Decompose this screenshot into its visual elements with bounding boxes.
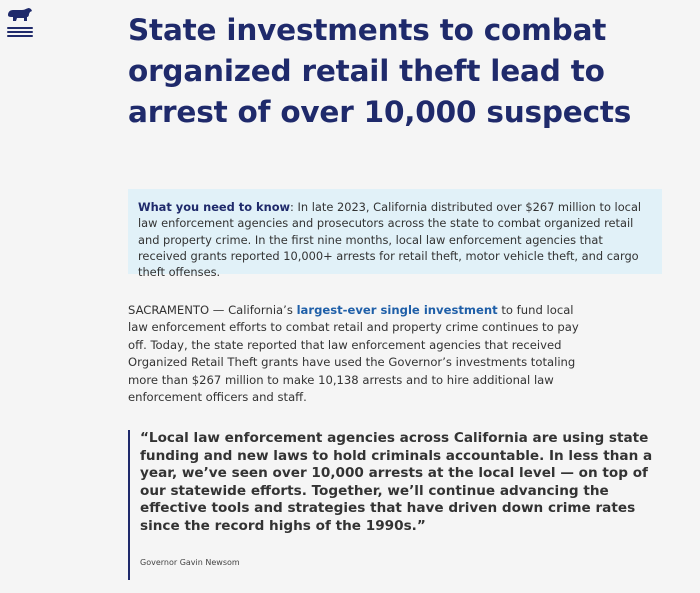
article-paragraph	[128, 302, 580, 406]
largest-investment-link[interactable]: largest-ever single investment	[296, 303, 498, 317]
callout-text: : In late 2023, California distributed over $267 million to local law enforcement agencies and prosecutors across the state to combat organized retail and property crime. In the first nine months, local law enforcement agencies that received grants reported 10,000+ arrests for retail theft, motor vehicle theft, and cargo theft offenses.	[138, 200, 642, 280]
menu-bars	[7, 25, 33, 37]
paragraph-rest: to fund local law enforcement efforts to combat retail and property crime continues to pay off. Today, the state reported that law enforcement agencies that received Organized Retail Theft grants have used the Governor’s investments totaling more than $267 million to make 10,138 arrests and to hire additional law enforcement officers and staff.	[128, 303, 579, 405]
paragraph-intro: SACRAMENTO — California’s	[128, 303, 297, 317]
quote-author: Governor Gavin Newsom	[140, 558, 240, 567]
california-bear-icon	[6, 5, 34, 23]
article-title: State investments to combat organized retail theft lead to arrest of over 10,000 suspects	[128, 13, 632, 129]
california-logo-button[interactable]	[4, 5, 36, 37]
what-you-need-to-know-callout	[128, 189, 662, 280]
governor-quote	[128, 430, 668, 580]
callout-label: What you need to know	[138, 200, 291, 214]
quote-text: “Local law enforcement agencies across California are using state funding and new laws to hold criminals accountable. In less than a year, we’ve seen over 10,000 arrests at the local level — on top of our statewide efforts. Together, we’ll continue advancing the effective tools and strategies that have driven down crime rates since the record highs of the 1990s.”	[140, 430, 653, 534]
